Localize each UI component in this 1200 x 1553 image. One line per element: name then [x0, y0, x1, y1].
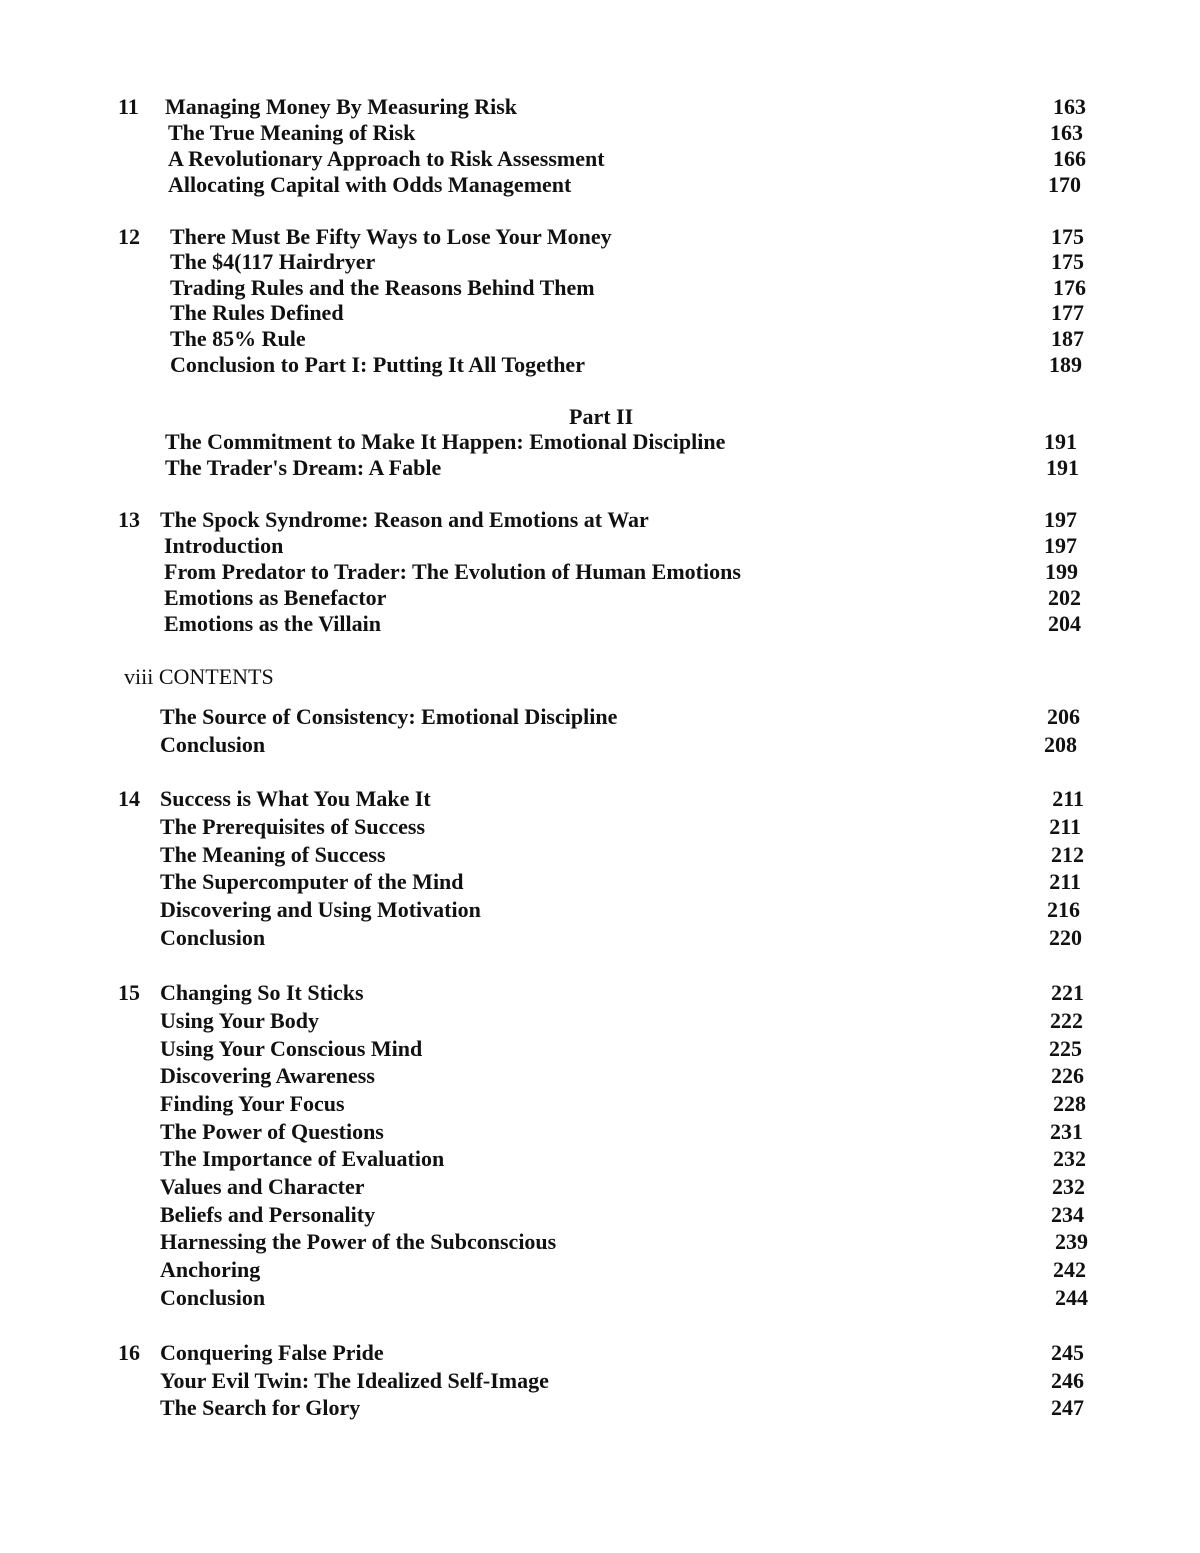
- section-title: Beliefs and Personality: [160, 1202, 376, 1227]
- page-number: 234: [1051, 1202, 1084, 1227]
- page-number: 189: [1049, 352, 1082, 377]
- page-number: 211: [1049, 814, 1081, 839]
- section-title: The $4(117 Hairdryer: [170, 249, 376, 274]
- section-title: Your Evil Twin: The Idealized Self-Image: [160, 1368, 549, 1393]
- chapter-number: 14: [118, 786, 140, 811]
- section-title: Using Your Conscious Mind: [160, 1036, 423, 1061]
- page-number: 170: [1048, 172, 1081, 197]
- section-title: Conclusion to Part I: Putting It All Together: [170, 352, 585, 377]
- page-number: 177: [1051, 300, 1084, 325]
- page-number: 212: [1051, 842, 1084, 867]
- page-number: 239: [1055, 1229, 1088, 1254]
- page-number: 244: [1055, 1285, 1088, 1310]
- page-number: 206: [1047, 704, 1080, 729]
- section-title: Conclusion: [160, 732, 266, 757]
- page-number: 216: [1047, 897, 1080, 922]
- section-title: The Rules Defined: [170, 300, 344, 325]
- section-title: The Commitment to Make It Happen: Emotional Discipline: [165, 429, 726, 454]
- page-number: 232: [1053, 1146, 1086, 1171]
- section-title: The True Meaning of Risk: [168, 120, 416, 145]
- page-number: 197: [1044, 533, 1077, 558]
- chapter-title: Managing Money By Measuring Risk: [165, 94, 518, 119]
- page-number: 211: [1052, 786, 1084, 811]
- section-title: From Predator to Trader: The Evolution of Human Emotions: [164, 559, 741, 584]
- page-number: 199: [1045, 559, 1078, 584]
- chapter-title: The Spock Syndrome: Reason and Emotions at War: [160, 507, 649, 532]
- section-title: The Meaning of Success: [160, 842, 386, 867]
- page-number: 225: [1049, 1036, 1082, 1061]
- page-number: 226: [1051, 1063, 1084, 1088]
- chapter-number: 16: [118, 1340, 140, 1365]
- section-title: Introduction: [164, 533, 284, 558]
- page-number: 163: [1053, 94, 1086, 119]
- page-number: 222: [1050, 1008, 1083, 1033]
- chapter-number: 11: [118, 94, 139, 119]
- chapter-title: Success is What You Make It: [160, 786, 431, 811]
- page-header: viii CONTENTS: [124, 664, 274, 689]
- section-title: The Prerequisites of Success: [160, 814, 425, 839]
- page-number: 242: [1053, 1257, 1086, 1282]
- section-title: The Power of Questions: [160, 1119, 384, 1144]
- section-title: Emotions as Benefactor: [164, 585, 387, 610]
- page-number: 246: [1051, 1368, 1084, 1393]
- section-title: Trading Rules and the Reasons Behind Them: [170, 275, 595, 300]
- section-title: A Revolutionary Approach to Risk Assessment: [168, 146, 605, 171]
- page-number: 220: [1049, 925, 1082, 950]
- section-title: Anchoring: [160, 1257, 261, 1282]
- page-number: 228: [1053, 1091, 1086, 1116]
- chapter-title: Changing So It Sticks: [160, 980, 364, 1005]
- chapter-number: 13: [118, 507, 140, 532]
- page-number: 204: [1048, 611, 1081, 636]
- part-heading: Part II: [569, 404, 634, 429]
- section-title: Conclusion: [160, 925, 266, 950]
- section-title: Harnessing the Power of the Subconscious: [160, 1229, 557, 1254]
- page-number: 191: [1046, 455, 1079, 480]
- page-number: 245: [1051, 1340, 1084, 1365]
- section-title: Values and Character: [160, 1174, 365, 1199]
- page-number: 202: [1048, 585, 1081, 610]
- chapter-title: Conquering False Pride: [160, 1340, 384, 1365]
- section-title: Discovering and Using Motivation: [160, 897, 481, 922]
- page-number: 176: [1053, 275, 1086, 300]
- section-title: The Search for Glory: [160, 1395, 361, 1420]
- page-number: 166: [1053, 146, 1086, 171]
- page-number: 208: [1044, 732, 1077, 757]
- section-title: Allocating Capital with Odds Management: [168, 172, 572, 197]
- section-title: Finding Your Focus: [160, 1091, 345, 1116]
- page-number: 231: [1050, 1119, 1083, 1144]
- section-title: Emotions as the Villain: [164, 611, 381, 636]
- page-number: 187: [1051, 326, 1084, 351]
- section-title: The Trader's Dream: A Fable: [165, 455, 442, 480]
- section-title: The Importance of Evaluation: [160, 1146, 445, 1171]
- section-title: Conclusion: [160, 1285, 266, 1310]
- section-title: Discovering Awareness: [160, 1063, 375, 1088]
- chapter-number: 12: [118, 224, 140, 249]
- page-number: 247: [1051, 1395, 1084, 1420]
- page-number: 175: [1051, 224, 1084, 249]
- page-number: 221: [1051, 980, 1084, 1005]
- page-number: 191: [1044, 429, 1077, 454]
- section-title: The Supercomputer of the Mind: [160, 869, 464, 894]
- section-title: The Source of Consistency: Emotional Discipline: [160, 704, 618, 729]
- section-title: Using Your Body: [160, 1008, 319, 1033]
- chapter-title: There Must Be Fifty Ways to Lose Your Money: [170, 224, 612, 249]
- chapter-number: 15: [118, 980, 140, 1005]
- page-number: 232: [1052, 1174, 1085, 1199]
- page-number: 211: [1049, 869, 1081, 894]
- page-number: 197: [1044, 507, 1077, 532]
- page-number: 175: [1051, 249, 1084, 274]
- section-title: The 85% Rule: [170, 326, 306, 351]
- page-number: 163: [1050, 120, 1083, 145]
